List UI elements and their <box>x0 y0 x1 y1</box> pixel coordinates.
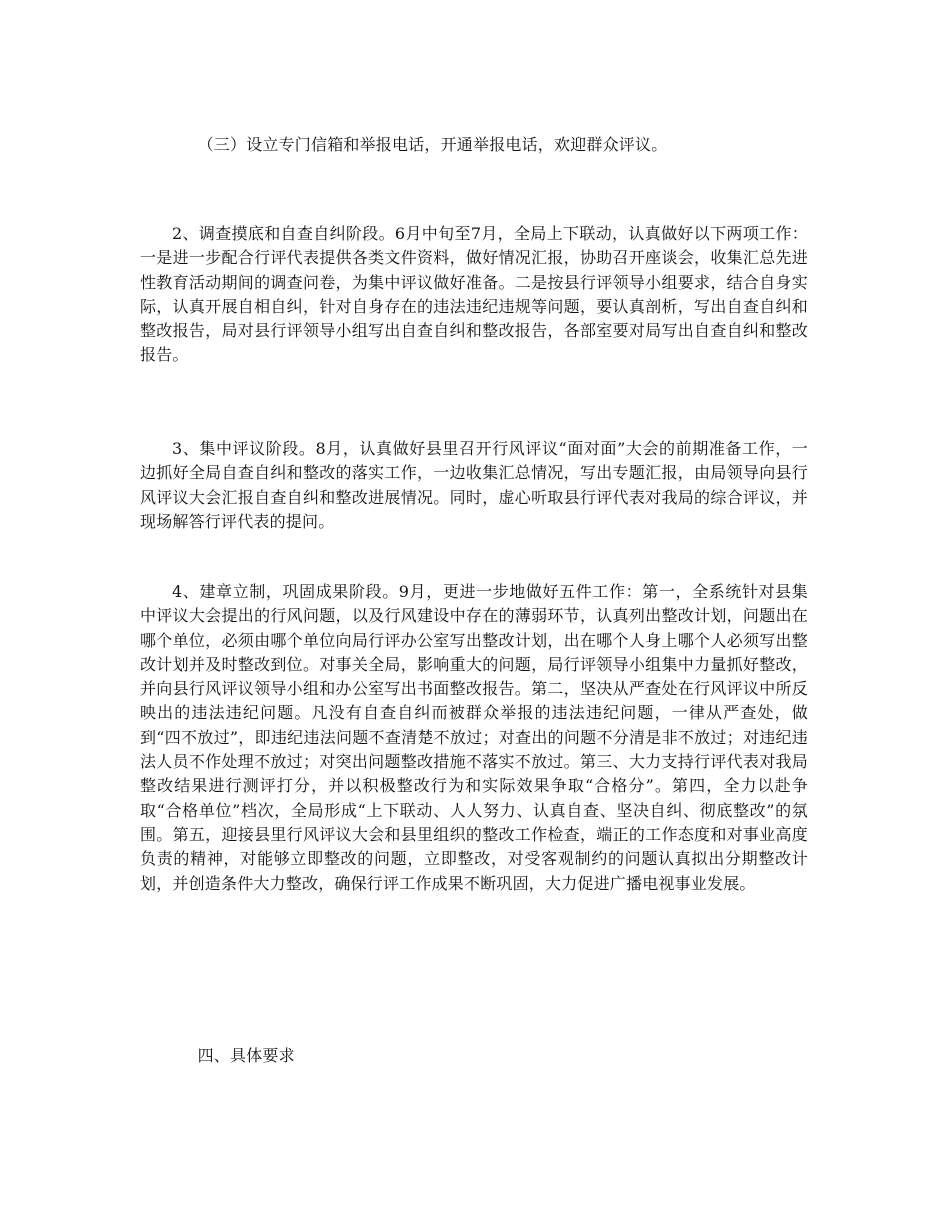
paragraph-stage-three: 3、集中评议阶段。8月，认真做好县里召开行风评议“面对面”大会的前期准备工作，一边抓好全局自查自纠和整改的落实工作，一边收集汇总情况，写出专题汇报，由局领导向县行风评议大会汇报自查自纠和整改进展情况。同时，虚心听取县行评代表对我局的综合评议，并现场解答行评代表的提问。 <box>140 439 808 531</box>
section-heading: 四、具体要求 <box>197 1046 295 1065</box>
paragraph-intro: （三）设立专门信箱和举报电话，开通举报电话，欢迎群众评议。 <box>197 135 668 154</box>
paragraph-stage-four: 4、建章立制，巩固成果阶段。9月，更进一步地做好五件工作：第一，全系统针对县集中评议大会提出的行风问题，以及行风建设中存在的薄弱环节，认真列出整改计划，问题出在哪个单位，必须由哪个单位向局行评办公室写出整改计划，出在哪个人身上哪个人必须写出整改计划并及时整改到位。对事关全局，影响重大的问题，局行评领导小组集中力量抓好整改，并向县行风评议领导小组和办公室写出书面整改报告。第二，坚决从严查处在行风评议中所反映出的违法违纪问题。凡没有自查自纠而被群众举报的违法违纪问题，一律从严查处，做到“四不放过”，即违纪违法问题不查清楚不放过；对查出的问题不分清是非不放过；对违纪违法人员不作处理不放过；对突出问题整改措施不落实不放过。第三、大力支持行评代表对我局整改结果进行测评打分，并以积极整改行为和实际效果争取“合格分”。第四，全力以赴争取“合格单位”档次，全局形成“上下联动、人人努力、认真自查、坚决自纠、彻底整改”的氛围。第五，迎接县里行风评议大会和县里组织的整改工作检查，端正的工作态度和对事业高度负责的精神，对能够立即整改的问题，立即整改，对受客观制约的问题认真拟出分期整改计划，并创造条件大力整改，确保行评工作成果不断巩固，大力促进广播电视事业发展。 <box>140 582 808 893</box>
paragraph-stage-two: 2、调查摸底和自查自纠阶段。6月中旬至7月，全局上下联动，认真做好以下两项工作：一是进一步配合行评代表提供各类文件资料，做好情况汇报，协助召开座谈会，收集汇总先进性教育活动期间的调查问卷，为集中评议做好准备。二是按县行评领导小组要求，结合自身实际，认真开展自相自纠，针对自身存在的违法违纪违规等问题，要认真剖析，写出自查自纠和整改报告，局对县行评领导小组写出自查自纠和整改报告，各部室要对局写出自查自纠和整改报告。 <box>140 224 808 365</box>
